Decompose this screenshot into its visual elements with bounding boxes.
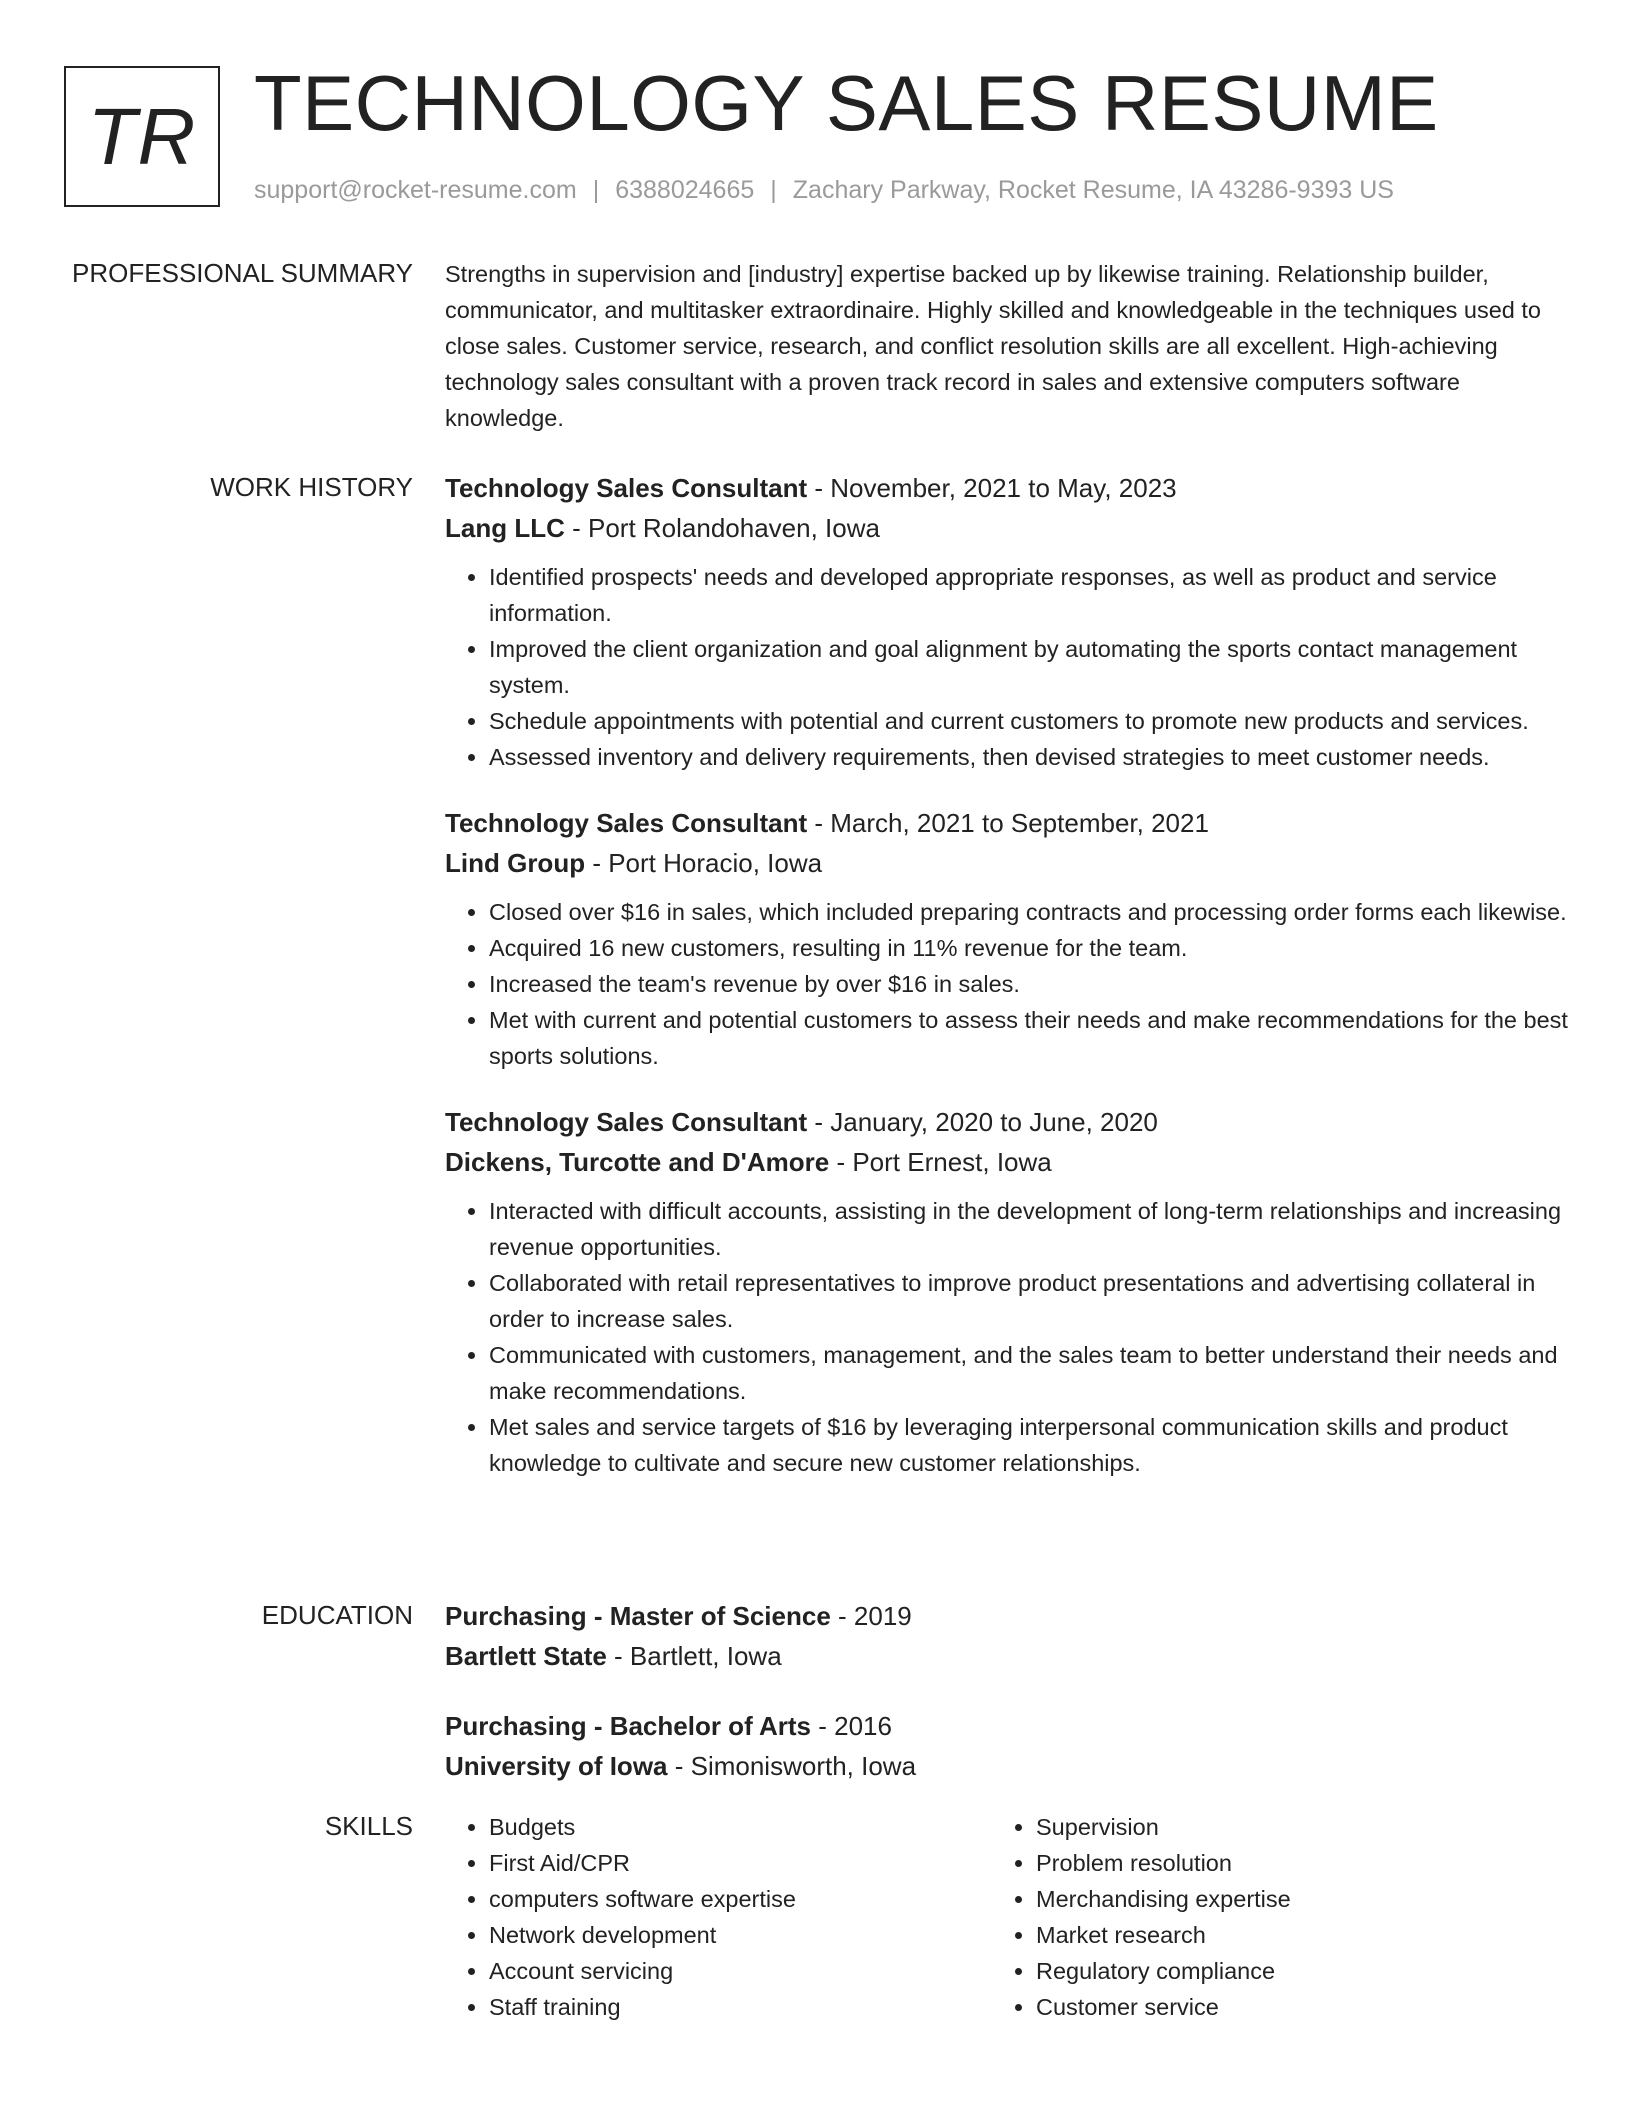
list-item: • Met with current and potential customers to assess their needs and make recommendations for the best sports solutions. — [489, 1002, 1570, 1074]
education-body — [445, 1596, 1570, 1816]
education-location: - Bartlett, Iowa — [606, 1641, 782, 1671]
job-location: - Port Ernest, Iowa — [829, 1147, 1052, 1177]
skill-item: • Customer service — [1036, 1989, 1539, 2025]
education-school-line — [445, 1636, 1570, 1676]
list-item: • Assessed inventory and delivery requirements, then devised strategies to meet customer needs. — [489, 739, 1570, 775]
education-degree: Purchasing - Bachelor of Arts — [445, 1711, 811, 1741]
skill-item: • Network development — [489, 1917, 992, 1953]
skills-columns — [445, 1809, 1570, 2025]
list-item: • Acquired 16 new customers, resulting in 11% revenue for the team. — [489, 930, 1570, 966]
list-item: • Identified prospects' needs and developed appropriate responses, as well as product and service information. — [489, 559, 1570, 631]
job-title: Technology Sales Consultant — [445, 808, 808, 838]
job-organization — [445, 1142, 1570, 1182]
resume-title: TECHNOLOGY SALES RESUME — [254, 59, 1439, 147]
job-entry — [445, 468, 1570, 775]
education-degree: Purchasing - Master of Science — [445, 1601, 831, 1631]
skill-item: • Merchandising expertise — [1036, 1881, 1539, 1917]
education-school: Bartlett State — [445, 1641, 607, 1671]
skill-item: • Supervision — [1036, 1809, 1539, 1845]
job-bullets — [445, 559, 1570, 775]
summary-body — [445, 256, 1570, 436]
job-entry — [445, 803, 1570, 1074]
job-dates: - January, 2020 to June, 2020 — [807, 1107, 1158, 1137]
skills-list-left — [445, 1809, 992, 2025]
skill-item: • Problem resolution — [1036, 1845, 1539, 1881]
contact-separator: | — [592, 176, 600, 204]
list-item: • Increased the team's revenue by over $16 in sales. — [489, 966, 1570, 1002]
skill-item: • Account servicing — [489, 1953, 992, 1989]
list-item: • Improved the client organization and goal alignment by automating the sports contact management system. — [489, 631, 1570, 703]
skills-list-right — [992, 1809, 1539, 2025]
job-dates: - March, 2021 to September, 2021 — [807, 808, 1209, 838]
list-item: • Interacted with difficult accounts, assisting in the development of long-term relationships and increasing revenue opportunities. — [489, 1193, 1570, 1265]
education-year: - 2019 — [830, 1601, 912, 1631]
list-item: • Collaborated with retail representatives to improve product presentations and advertising collateral in order to increase sales. — [489, 1265, 1570, 1337]
job-bullets — [445, 894, 1570, 1074]
education-heading — [445, 1706, 1570, 1746]
section-label-skills: SKILLS — [324, 1811, 413, 1841]
summary-text: Strengths in supervision and [industry] expertise backed up by likewise training. Relationship builder, communicator, and multitasker extraordinaire. Highly skilled and knowledgeable in the techniques used to close sales. Customer service, research, and conflict resolution skills are all excellent. High-achieving technology sales consultant with a proven track record in sales and extensive computers software knowledge. — [445, 261, 1541, 431]
job-location: - Port Horacio, Iowa — [585, 848, 823, 878]
contact-address: Zachary Parkway, Rocket Resume, IA 43286-9393 US — [792, 176, 1394, 204]
skill-item: • Budgets — [489, 1809, 992, 1845]
skill-item: • First Aid/CPR — [489, 1845, 992, 1881]
skills-body — [445, 1809, 1570, 2025]
education-school-line — [445, 1746, 1570, 1786]
list-item: • Communicated with customers, management, and the sales team to better understand their needs and make recommendations. — [489, 1337, 1570, 1409]
job-company: Lind Group — [445, 848, 586, 878]
skill-item: • Staff training — [489, 1989, 992, 2025]
job-location: - Port Rolandohaven, Iowa — [564, 513, 880, 543]
education-entry — [445, 1596, 1570, 1676]
contact-separator: | — [770, 176, 777, 204]
list-item: • Schedule appointments with potential and current customers to promote new products and services. — [489, 703, 1570, 739]
education-year: - 2016 — [811, 1711, 892, 1741]
education-entry — [445, 1706, 1570, 1786]
job-dates: - November, 2021 to May, 2023 — [807, 473, 1177, 503]
job-company: Lang LLC — [445, 513, 565, 543]
education-location: - Simonisworth, Iowa — [667, 1751, 917, 1781]
job-bullets — [445, 1193, 1570, 1481]
monogram-logo: TR — [64, 66, 220, 207]
job-heading — [445, 468, 1570, 508]
skill-item: • computers software expertise — [489, 1881, 992, 1917]
section-label-work: WORK HISTORY — [210, 472, 413, 502]
list-item: • Closed over $16 in sales, which included preparing contracts and processing order forms each likewise. — [489, 894, 1570, 930]
contact-phone: 6388024665 — [615, 176, 755, 204]
job-organization — [445, 508, 1570, 548]
job-entry — [445, 1102, 1570, 1481]
education-school: University of Iowa — [445, 1751, 668, 1781]
job-organization — [445, 843, 1570, 883]
skill-item: • Market research — [1036, 1917, 1539, 1953]
job-title: Technology Sales Consultant — [445, 1107, 808, 1137]
job-heading — [445, 1102, 1570, 1142]
education-heading — [445, 1596, 1570, 1636]
contact-line — [254, 173, 1394, 207]
list-item: • Met sales and service targets of $16 by leveraging interpersonal communication skills and product knowledge to cultivate and secure new customer relationships. — [489, 1409, 1570, 1481]
job-heading — [445, 803, 1570, 843]
work-history-body — [445, 468, 1570, 1509]
job-title: Technology Sales Consultant — [445, 473, 808, 503]
job-company: Dickens, Turcotte and D'Amore — [445, 1147, 830, 1177]
section-label-summary: PROFESSIONAL SUMMARY — [72, 258, 413, 288]
skill-item: • Regulatory compliance — [1036, 1953, 1539, 1989]
contact-email: support@rocket-resume.com — [254, 176, 577, 204]
section-label-education: EDUCATION — [261, 1600, 413, 1630]
